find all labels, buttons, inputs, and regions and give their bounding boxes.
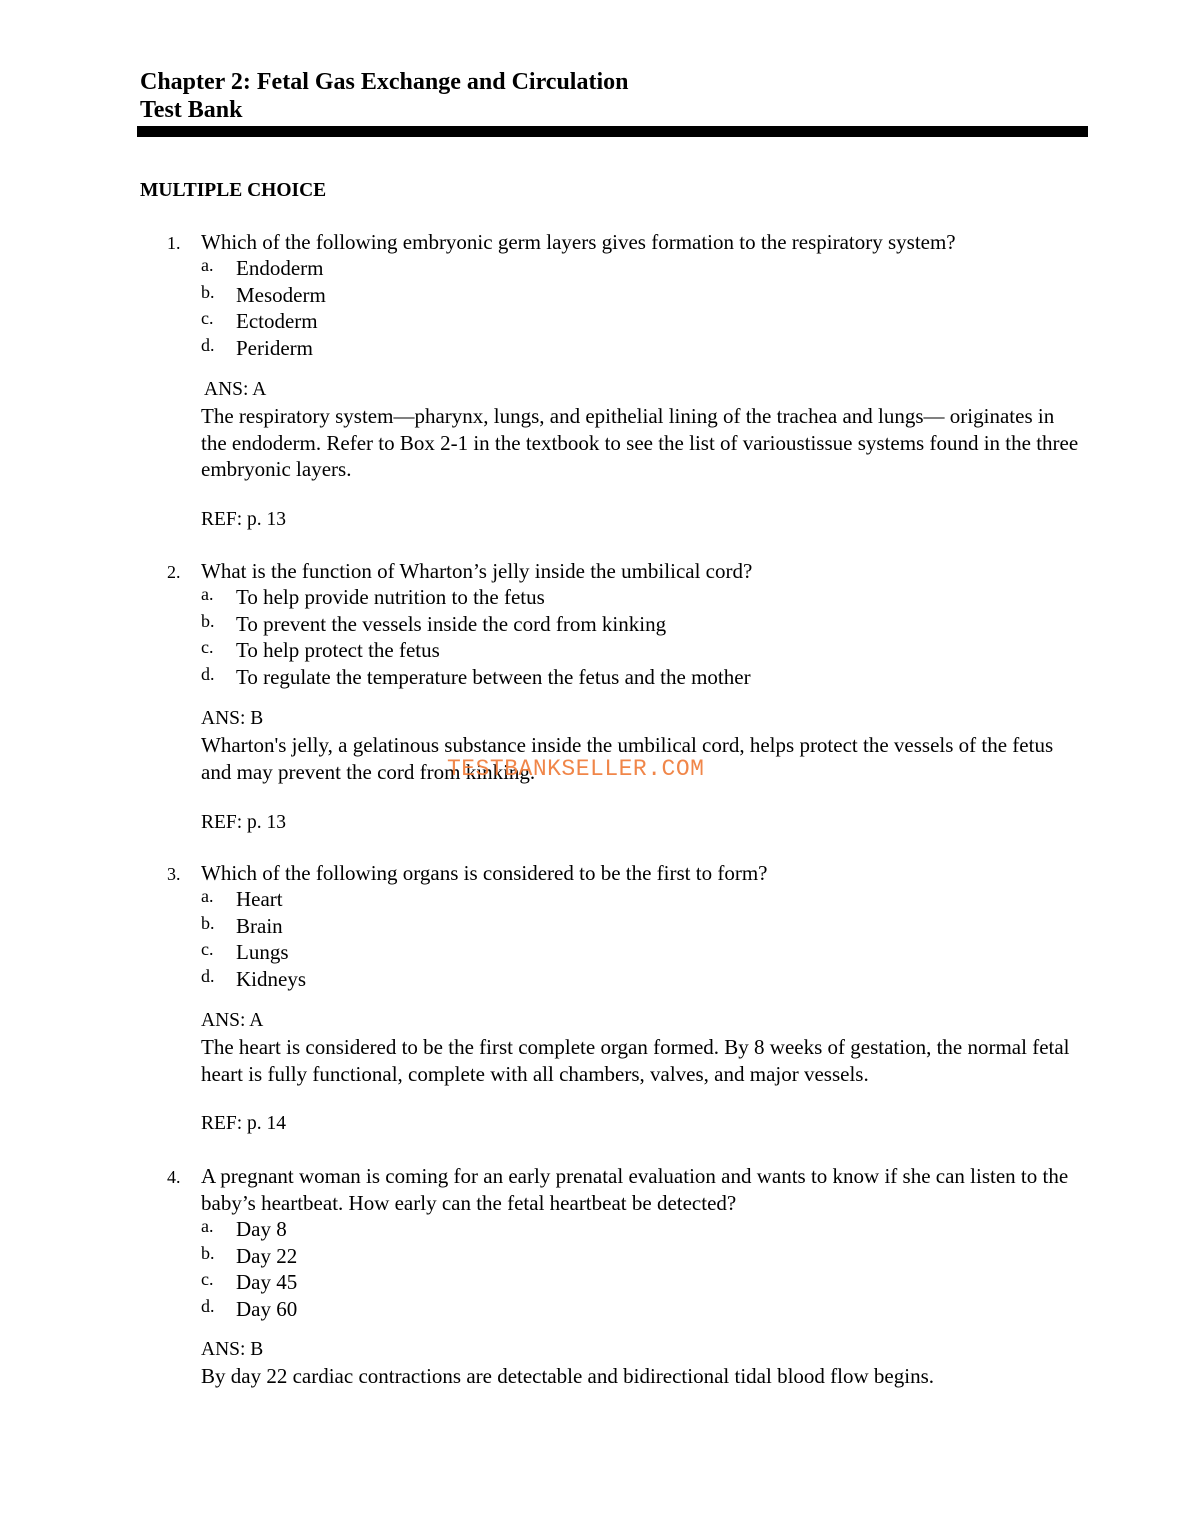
choice-letter: b.	[201, 281, 215, 302]
choice-text: To help provide nutrition to the fetus	[236, 585, 545, 609]
answer-rationale: The respiratory system—pharynx, lungs, and epithelial lining of the trachea and lungs— originates in the endoderm. Refer to Box 2-1 in the textbook to see the list of varioustissue systems found in the three embryonic layers.	[201, 404, 1079, 482]
chapter-title-line: Chapter 2: Fetal Gas Exchange and Circulation	[140, 69, 629, 95]
choice-letter: a.	[201, 255, 214, 275]
choice-text: Day 45	[236, 1270, 298, 1295]
choice-letter: c.	[201, 308, 214, 329]
choice-letter: b.	[201, 610, 215, 631]
page-reference: REF: p. 13	[201, 509, 287, 530]
choice-text: Periderm	[236, 336, 313, 361]
question-number: 1.	[167, 233, 181, 253]
question-stem: What is the function of Wharton’s jelly inside the umbilical cord?	[201, 559, 753, 583]
choice-letter: a.	[201, 1216, 214, 1236]
section-heading: MULTIPLE CHOICE	[140, 180, 327, 201]
choice-letter: c.	[201, 637, 214, 658]
answer-key: ANS: A	[201, 1010, 264, 1031]
question-stem: Which of the following organs is considered to be the first to form?	[201, 861, 768, 885]
page-reference: REF: p. 14	[201, 1113, 287, 1134]
page-reference: REF: p. 13	[201, 812, 287, 833]
choice-letter: d.	[201, 966, 215, 987]
question-stem: Which of the following embryonic germ layers gives formation to the respiratory system?	[201, 230, 956, 254]
choice-text: To regulate the temperature between the fetus and the mother	[236, 665, 751, 690]
choice-text: Day 22	[236, 1243, 298, 1268]
choice-text: Lungs	[236, 940, 289, 965]
test-bank-label: Test Bank	[140, 97, 243, 123]
question-number: 2.	[167, 562, 181, 582]
choice-text: Day 8	[236, 1217, 287, 1241]
choice-letter: a.	[201, 584, 214, 604]
answer-rationale: By day 22 cardiac contractions are detectable and bidirectional tidal blood flow begins.	[201, 1364, 934, 1388]
choice-text: Day 60	[236, 1297, 298, 1322]
watermark-text: TESTBANKSELLER.COM	[447, 756, 705, 782]
question-number: 3.	[167, 864, 181, 884]
choice-text: Heart	[236, 887, 283, 911]
choice-text: Ectoderm	[236, 309, 318, 334]
choice-letter: c.	[201, 939, 214, 960]
question-stem: A pregnant woman is coming for an early prenatal evaluation and wants to know if she can listen to the baby’s heartbeat. How early can the fetal heartbeat be detected?	[201, 1164, 1069, 1215]
chapter-title	[140, 68, 628, 124]
answer-key: ANS: A	[204, 379, 267, 400]
answer-rationale: The heart is considered to be the first complete organ formed. By 8 weeks of gestation, the normal fetal heart is fully functional, complete with all chambers, valves, and major vessels.	[201, 1035, 1070, 1086]
question-number: 4.	[167, 1167, 181, 1187]
choice-letter: b.	[201, 1242, 215, 1263]
answer-key: ANS: B	[201, 708, 264, 729]
choice-text: To prevent the vessels inside the cord from kinking	[236, 611, 667, 636]
choice-text: Mesoderm	[236, 282, 326, 307]
choice-letter: c.	[201, 1269, 214, 1290]
choice-letter: d.	[201, 335, 215, 356]
choice-letter: d.	[201, 1296, 215, 1317]
choice-text: Endoderm	[236, 256, 324, 280]
choice-letter: b.	[201, 912, 215, 933]
choice-text: To help protect the fetus	[236, 638, 440, 663]
choice-letter: a.	[201, 886, 214, 906]
header-rule-divider	[137, 126, 1088, 137]
choice-letter: d.	[201, 664, 215, 685]
answer-key: ANS: B	[201, 1339, 264, 1360]
choice-text: Kidneys	[236, 967, 306, 992]
answer-rationale: Wharton's jelly, a gelatinous substance inside the umbilical cord, helps protect the vessels of the fetus and may prevent the cord from kinking.	[201, 733, 1054, 784]
choice-text: Brain	[236, 913, 283, 938]
